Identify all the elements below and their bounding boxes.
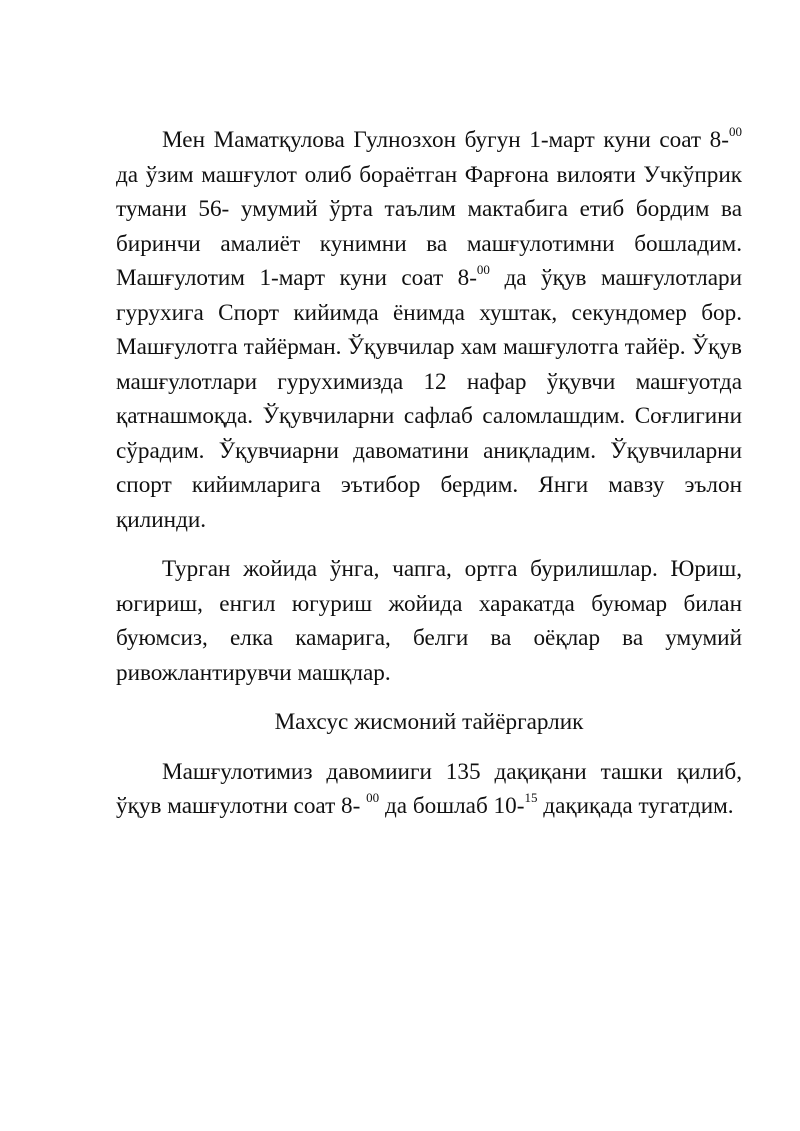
paragraph-intro-text-3: да ўқув машғулотлари гурухига Спорт кийимда ёнимда хуштак, секундомер бор. Машғулотга тайёрман. Ўқувчилар хам машғулотга тайёр. Ўқув машғулотлари гурухимизда 12 нафар ўқувчи машғуотда қатнашмоқда. Ўқувчиларни сафлаб саломлашдим. Соғлигини сўрадим. Ўқувчиарни давоматини аниқладим. Ўқувчиларни спорт кийимларига эътибор бердим. Янги мавзу эълон қилинди. <box>116 265 742 533</box>
paragraph-duration <box>116 755 742 824</box>
paragraph-duration-text-2: да бошлаб 10- <box>379 793 525 819</box>
paragraph-duration-text-3: дақиқада тугатдим. <box>537 793 734 819</box>
paragraph-duration-text-1: Машғулотимиз давомииги 135 дақиқани ташки қилиб, ўқув машғулотни соат 8- <box>116 758 742 819</box>
paragraph-intro <box>116 123 742 537</box>
time-superscript: 00 <box>366 790 380 805</box>
time-superscript: 00 <box>729 124 742 139</box>
section-heading: Махсус жисмоний тайёргарлик <box>274 709 584 735</box>
paragraph-intro-text-1: Мен Маматқулова Гулнозхон бугун 1-март куни соат 8- <box>162 127 729 153</box>
paragraph-intro-text-2: да ўзим машғулот олиб бораётган Фарғона вилояти Учкўприк тумани 56- умумий ўрта таълим мактабига етиб бордим ва биринчи амалиёт кунимни ва машғулотимни бошладим. Машғулотим 1-март куни соат 8- <box>116 161 742 291</box>
paragraph-exercises: Турган жойида ўнга, чапга, ортга бурилишлар. Юриш, югириш, енгил югуриш жойида харакатда буюмар билан буюмсиз, елка камарига, белги ва оёқлар ва умумий ривожлантирувчи машқлар. <box>116 556 742 686</box>
time-superscript: 00 <box>476 262 490 277</box>
time-superscript: 15 <box>524 790 538 805</box>
document-body <box>116 123 742 824</box>
